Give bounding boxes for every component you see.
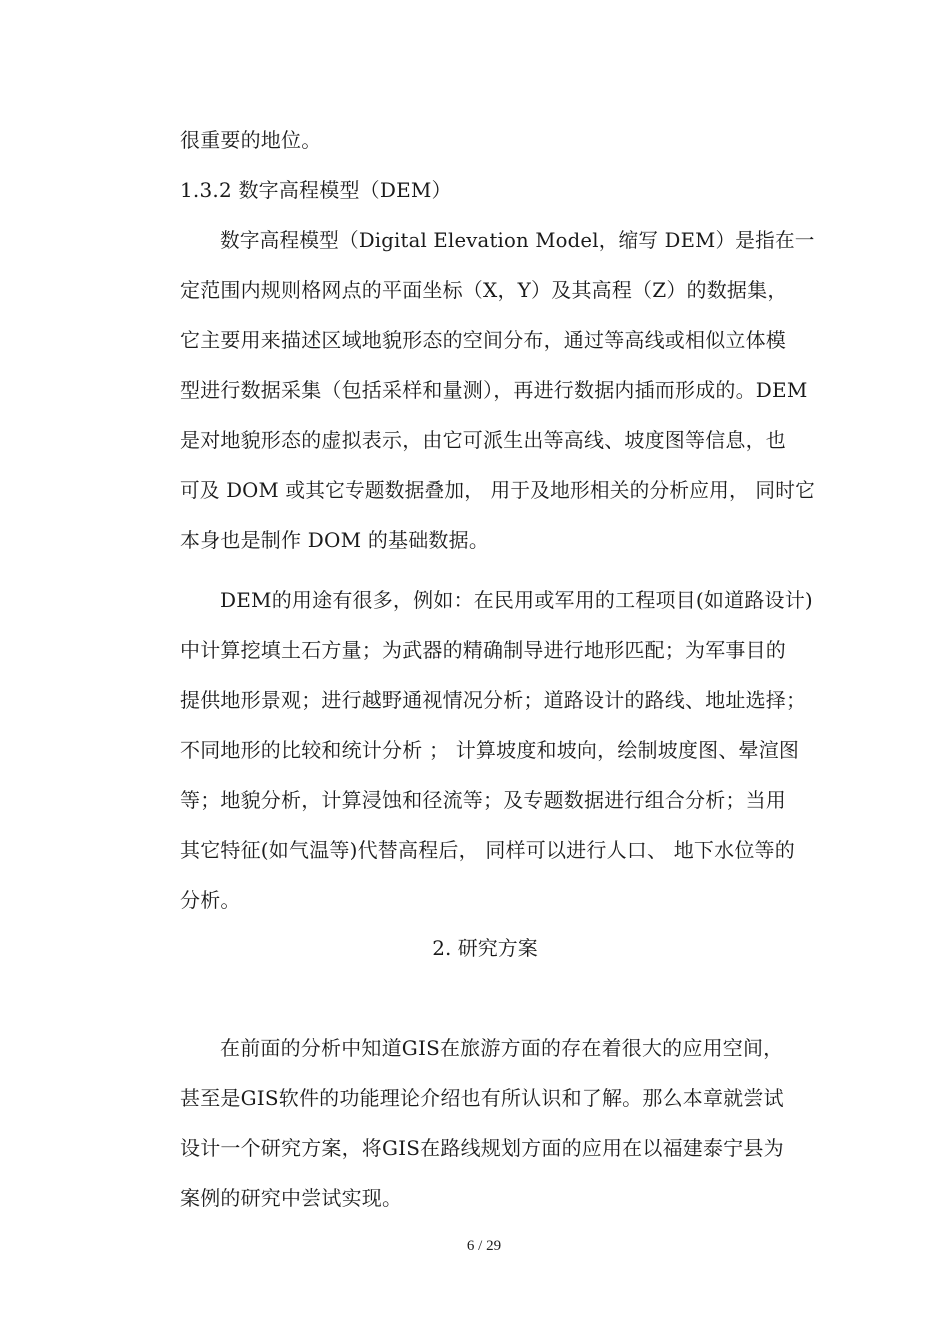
paragraph-line: 中计算挖填土石方量；为武器的精确制导进行地形匹配；为军事目的 — [180, 638, 786, 662]
paragraph-line: 等；地貌分析，计算浸蚀和径流等；及专题数据进行组合分析；当用 — [180, 788, 786, 812]
paragraph-line: 型进行数据采集（包括采样和量测），再进行数据内插而形成的。DEM — [180, 378, 808, 402]
paragraph-line: 设计一个研究方案，将GIS在路线规划方面的应用在以福建泰宁县为 — [180, 1136, 784, 1160]
paragraph-line: 不同地形的比较和统计分析 ； 计算坡度和坡向，绘制坡度图、晕渲图 — [180, 738, 800, 762]
paragraph-line: 数字高程模型（Digital Elevation Model，缩写 DEM）是指在一 — [220, 228, 815, 252]
section-heading-1-3-2: 1.3.2 数字高程模型（DEM） — [180, 178, 452, 202]
paragraph-line: 甚至是GIS软件的功能理论介绍也有所认识和了解。那么本章就尝试 — [180, 1086, 784, 1110]
paragraph-line: 可及 DOM 或其它专题数据叠加， 用于及地形相关的分析应用， 同时它 — [180, 478, 816, 502]
paragraph-line: 其它特征(如气温等)代替高程后， 同样可以进行人口、 地下水位等的 — [180, 838, 795, 862]
paragraph-line: DEM的用途有很多，例如：在民用或军用的工程项目(如道路设计) — [220, 588, 813, 612]
text-line: 很重要的地位。 — [180, 128, 322, 152]
section-heading-2: 2. 研究方案 — [432, 936, 538, 960]
paragraph-line: 案例的研究中尝试实现。 — [180, 1186, 403, 1210]
paragraph-line: 在前面的分析中知道GIS在旅游方面的存在着很大的应用空间， — [220, 1036, 784, 1060]
paragraph-line: 本身也是制作 DOM 的基础数据。 — [180, 528, 490, 552]
page-number: 6 / 29 — [466, 1238, 502, 1254]
paragraph-line: 它主要用来描述区域地貌形态的空间分布，通过等高线或相似立体模 — [180, 328, 786, 352]
paragraph-line: 定范围内规则格网点的平面坐标（X，Y）及其高程（Z）的数据集， — [180, 278, 788, 302]
paragraph-line: 是对地貌形态的虚拟表示，由它可派生出等高线、坡度图等信息，也 — [180, 428, 786, 452]
paragraph-line: 分析。 — [180, 888, 241, 912]
paragraph-line: 提供地形景观；进行越野通视情况分析；道路设计的路线、地址选择； — [180, 688, 807, 712]
